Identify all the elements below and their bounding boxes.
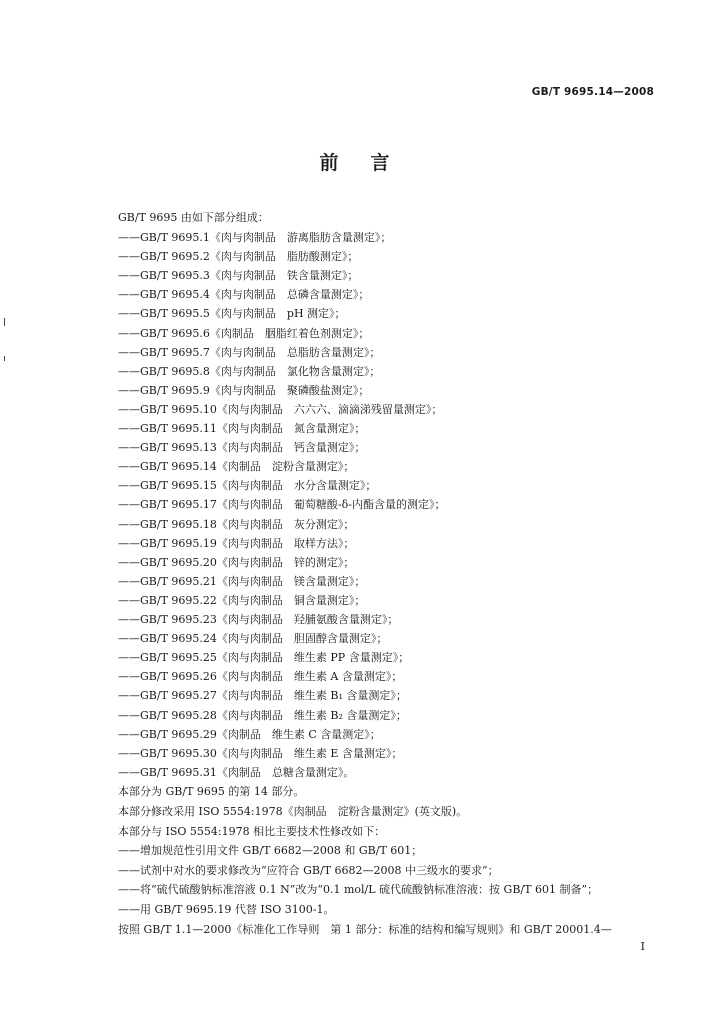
part-list-item: ——GB/T 9695.11《肉与肉制品 氮含量测定》； bbox=[118, 422, 366, 435]
part-list-item: ——GB/T 9695.2《肉与肉制品 脂肪酸测定》； bbox=[118, 250, 359, 264]
part-list-item: ——GB/T 9695.1《肉与肉制品 游离脂肪含量测定》； bbox=[118, 231, 392, 244]
part-list-item: ——GB/T 9695.5《肉与肉制品 pH 测定》； bbox=[118, 307, 346, 321]
part-list-item: ——GB/T 9695.22《肉与肉制品 铜含量测定》； bbox=[118, 593, 366, 607]
page-title: 前言 bbox=[319, 152, 422, 174]
part-list-item: ——GB/T 9695.15《肉与肉制品 水分含量测定》； bbox=[118, 479, 377, 493]
part-list-item: ——GB/T 9695.29《肉制品 维生素 C 含量测定》； bbox=[118, 727, 381, 741]
part-list-item: ——GB/T 9695.28《肉与肉制品 维生素 B₂ 含量测定》； bbox=[118, 708, 407, 722]
body-paragraph: 按照 GB/T 1.1—2000《标准化工作导则 第 1 部分：标准的结构和编写规则》和 GB/T 20001.4— bbox=[118, 922, 612, 936]
intro-line: GB/T 9695 由如下部分组成： bbox=[118, 211, 269, 224]
part-list-item: ——GB/T 9695.24《肉与肉制品 胆固醇含量测定》； bbox=[118, 632, 388, 646]
margin-mark bbox=[4, 356, 5, 361]
part-list-item: ——GB/T 9695.4《肉与肉制品 总磷含量测定》； bbox=[118, 288, 370, 302]
body-paragraph: ——用 GB/T 9695.19 代替 ISO 3100-1。 bbox=[118, 903, 335, 916]
part-list-item: ——GB/T 9695.30《肉与肉制品 维生素 E 含量测定》； bbox=[118, 746, 403, 760]
part-list-item: ——GB/T 9695.26《肉与肉制品 维生素 A 含量测定》； bbox=[118, 670, 403, 684]
part-list-item: ——GB/T 9695.27《肉与肉制品 维生素 B₁ 含量测定》； bbox=[118, 689, 407, 703]
part-list-item: ——GB/T 9695.7《肉与肉制品 总脂肪含量测定》； bbox=[118, 345, 381, 359]
part-list-item: ——GB/T 9695.17《肉与肉制品 葡萄糖酸-δ-内酯含量的测定》； bbox=[118, 498, 446, 512]
part-list-item: ——GB/T 9695.8《肉与肉制品 氯化物含量测定》； bbox=[118, 364, 381, 378]
part-list-item: ——GB/T 9695.20《肉与肉制品 锌的测定》； bbox=[118, 555, 355, 569]
part-list-item: ——GB/T 9695.10《肉与肉制品 六六六、滴滴涕残留量测定》； bbox=[118, 402, 443, 416]
margin-mark bbox=[4, 318, 5, 326]
part-list-item: ——GB/T 9695.18《肉与肉制品 灰分测定》； bbox=[118, 517, 355, 531]
body-paragraph: 本部分为 GB/T 9695 的第 14 部分。 bbox=[118, 785, 305, 799]
part-list-item: ——GB/T 9695.13《肉与肉制品 钙含量测定》； bbox=[118, 441, 366, 455]
part-list-item: ——GB/T 9695.6《肉制品 胭脂红着色剂测定》； bbox=[118, 326, 370, 340]
body-paragraph: 本部分与 ISO 5554:1978 相比主要技术性修改如下： bbox=[118, 824, 386, 838]
body-paragraph: 本部分修改采用 ISO 5554:1978《肉制品 淀粉含量测定》(英文版)。 bbox=[118, 805, 468, 818]
part-list-item: ——GB/T 9695.14《肉制品 淀粉含量测定》； bbox=[118, 460, 355, 474]
body-paragraph: ——试剂中对水的要求修改为“应符合 GB/T 6682—2008 中三级水的要求”； bbox=[118, 863, 499, 877]
part-list-item: ——GB/T 9695.9《肉与肉制品 聚磷酸盐测定》； bbox=[118, 383, 370, 397]
part-list-item: ——GB/T 9695.25《肉与肉制品 维生素 PP 含量测定》； bbox=[118, 651, 410, 665]
part-list-item: ——GB/T 9695.21《肉与肉制品 镁含量测定》； bbox=[118, 574, 366, 588]
part-list-item: ——GB/T 9695.31《肉制品 总糖含量测定》。 bbox=[118, 765, 355, 779]
standard-code: GB/T 9695.14—2008 bbox=[531, 86, 654, 98]
part-list-item: ——GB/T 9695.23《肉与肉制品 羟脯氨酸含量测定》； bbox=[118, 613, 399, 626]
part-list-item: ——GB/T 9695.3《肉与肉制品 铁含量测定》； bbox=[118, 269, 359, 283]
page-number: I bbox=[640, 940, 645, 953]
part-list-item: ——GB/T 9695.19《肉与肉制品 取样方法》； bbox=[118, 536, 355, 550]
body-paragraph: ——增加规范性引用文件 GB/T 6682—2008 和 GB/T 601； bbox=[118, 844, 423, 858]
body-paragraph: ——将“硫代硫酸钠标准溶液 0.1 N”改为“0.1 mol/L 硫代硫酸钠标准溶液：按 GB/T 601 制备”； bbox=[118, 883, 599, 897]
